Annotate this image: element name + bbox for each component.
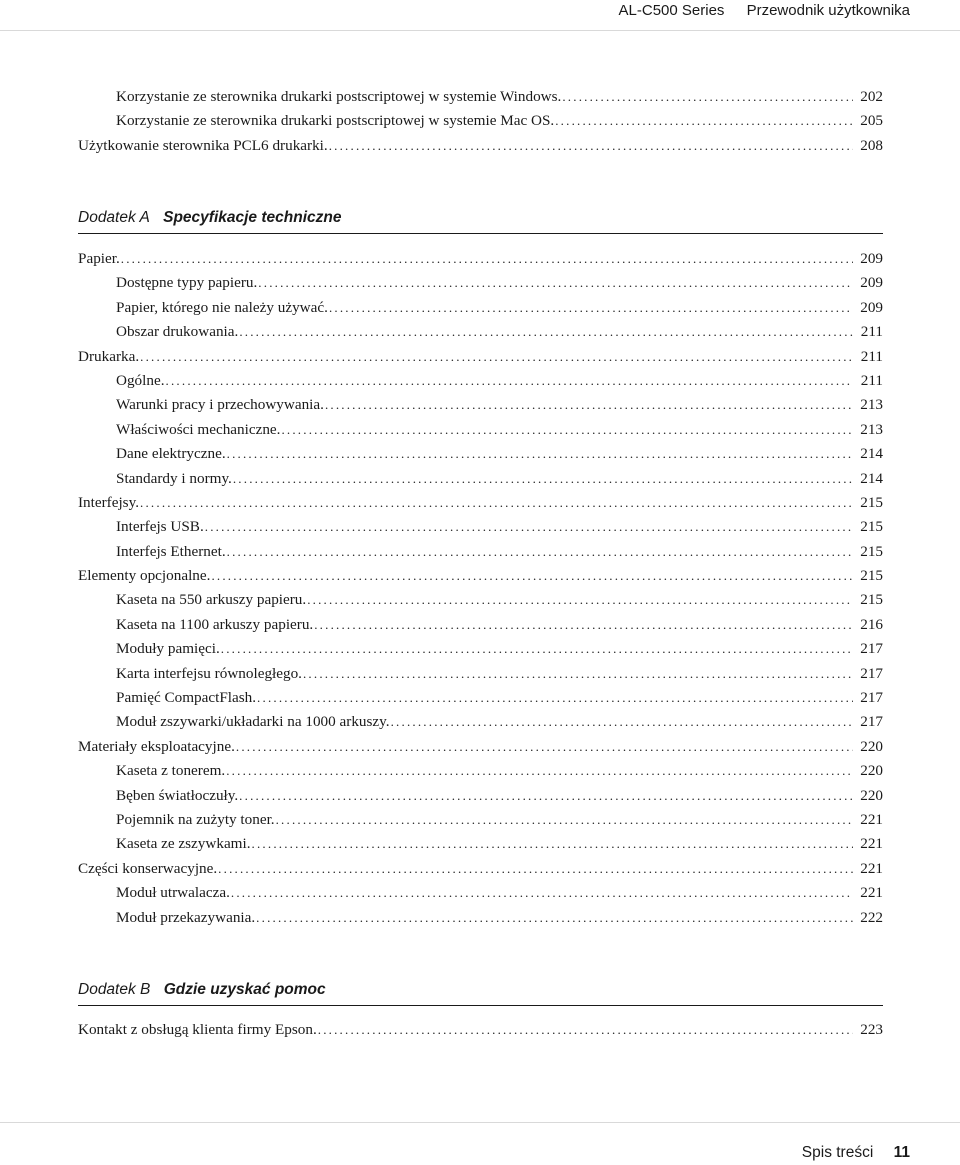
toc-entry-title: Korzystanie ze sterownika drukarki postscriptowej w systemie Mac OS.: [116, 112, 555, 130]
toc-entry-page: 215: [860, 591, 883, 609]
toc-entry-page: 217: [860, 640, 883, 658]
toc-entry-title: Moduł utrwalacza.: [116, 884, 230, 902]
toc-entry-title: Ogólne.: [116, 371, 165, 389]
section-heading-appendix-a: [78, 208, 883, 234]
toc-entry-title: Korzystanie ze sterownika drukarki postscriptowej w systemie Windows.: [116, 88, 562, 105]
dot-leader: [230, 881, 853, 905]
toc-entry[interactable]: [78, 271, 883, 295]
dot-leader: [220, 637, 853, 661]
dot-leader: [238, 784, 853, 808]
dot-leader: [217, 857, 853, 881]
toc-entry-page: 217: [860, 713, 883, 731]
toc-entry[interactable]: [78, 710, 883, 734]
page-footer: [802, 1143, 910, 1163]
toc-entry-title: Moduły pamięci.: [116, 640, 220, 658]
toc-entry[interactable]: [78, 247, 883, 271]
toc-list-top: [78, 85, 883, 158]
dot-leader: [390, 710, 853, 734]
section-title: Specyfikacje techniczne: [163, 209, 342, 226]
toc-entry[interactable]: [78, 735, 883, 759]
toc-entry-title: Drukarka.: [78, 347, 140, 365]
toc-entry[interactable]: [78, 491, 883, 515]
dot-leader: [280, 418, 853, 442]
section-label: Dodatek B: [78, 981, 151, 998]
dot-leader: [225, 759, 853, 783]
toc-entry-page: 221: [860, 859, 883, 877]
dot-leader: [328, 134, 853, 158]
toc-entry-title: Bęben światłoczuły.: [116, 786, 239, 804]
toc-entry[interactable]: [78, 515, 883, 539]
toc-entry[interactable]: [78, 296, 883, 320]
footer-section-label: Spis treści: [801, 1144, 874, 1161]
toc-entry-page: 214: [860, 469, 883, 487]
toc-entry[interactable]: [78, 109, 883, 133]
toc-entry-title: Materiały eksploatacyjne.: [78, 737, 235, 755]
toc-entry-page: 202: [860, 88, 883, 105]
dot-leader: [324, 393, 853, 417]
toc-entry[interactable]: [78, 442, 883, 466]
header-series: AL-C500 Series: [618, 2, 725, 19]
toc-entry-title: Kaseta na 1100 arkuszy papieru.: [116, 615, 314, 633]
dot-leader: [120, 247, 853, 271]
toc-entry[interactable]: [78, 134, 883, 158]
toc-entry-page: 215: [860, 518, 883, 536]
toc-entry[interactable]: [78, 662, 883, 686]
toc-entry-title: Standardy i normy.: [116, 469, 232, 487]
toc-entry[interactable]: [78, 857, 883, 881]
section-label: Dodatek A: [78, 209, 150, 226]
dot-leader: [306, 588, 853, 612]
dot-leader: [302, 662, 853, 686]
toc-list-appendix-a: [78, 247, 883, 930]
toc-entry-title: Kontakt z obsługą klienta firmy Epson.: [78, 1021, 317, 1038]
toc-entry[interactable]: [78, 467, 883, 491]
toc-entry[interactable]: [78, 832, 883, 856]
toc-entry[interactable]: [78, 613, 883, 637]
toc-entry-title: Interfejsy.: [78, 493, 140, 511]
toc-entry[interactable]: [78, 588, 883, 612]
toc-entry[interactable]: [78, 906, 883, 930]
toc-entry-page: 213: [860, 396, 883, 414]
toc-entry-page: 209: [860, 250, 883, 267]
toc-entry-title: Kaseta na 550 arkuszy papieru.: [116, 591, 307, 609]
toc-entry[interactable]: [78, 637, 883, 661]
toc-entry-title: Obszar drukowania.: [116, 323, 239, 341]
toc-entry-title: Pamięć CompactFlash.: [116, 689, 257, 707]
toc-entry-page: 220: [860, 737, 883, 755]
toc-entry-title: Pojemnik na zużyty toner.: [116, 810, 275, 828]
header-divider: [0, 30, 960, 31]
toc-entry-title: Warunki pracy i przechowywania.: [116, 396, 324, 414]
toc-entry-title: Części konserwacyjne.: [78, 859, 218, 877]
dot-leader: [235, 735, 853, 759]
toc-entry-title: Papier, którego nie należy używać.: [116, 298, 328, 316]
dot-leader: [313, 613, 853, 637]
dot-leader: [139, 491, 853, 515]
toc-entry-page: 217: [860, 689, 883, 707]
toc-entry[interactable]: [78, 320, 883, 344]
toc-entry[interactable]: [78, 369, 883, 393]
toc-entry-title: Moduł zszywarki/układarki na 1000 arkuszy.: [116, 713, 390, 731]
page-header: [619, 0, 910, 22]
toc-entry-page: 211: [860, 323, 883, 341]
toc-entry-page: 215: [860, 493, 883, 511]
toc-entry-title: Elementy opcjonalne.: [78, 567, 211, 585]
toc-entry-page: 215: [860, 542, 883, 560]
header-guide-title: Przewodnik użytkownika: [746, 2, 910, 19]
toc-entry-page: 223: [860, 1021, 883, 1038]
toc-entry-title: Dane elektryczne.: [116, 445, 226, 463]
dot-leader: [328, 296, 853, 320]
dot-leader: [251, 832, 853, 856]
toc-entry-page: 209: [860, 274, 883, 292]
dot-leader: [257, 271, 853, 295]
toc-entry-title: Papier.: [78, 250, 120, 267]
toc-entry-page: 215: [860, 567, 883, 585]
toc-entry-page: 220: [860, 762, 883, 780]
dot-leader: [554, 109, 853, 133]
toc-entry-page: 221: [860, 884, 883, 902]
toc-entry-title: Karta interfejsu równoległego.: [116, 664, 302, 682]
toc-entry-page: 205: [860, 112, 883, 130]
dot-leader: [561, 85, 853, 109]
toc-entry-page: 220: [860, 786, 883, 804]
dot-leader: [210, 564, 853, 588]
dot-leader: [317, 1018, 853, 1042]
toc-list-appendix-b: [78, 1018, 883, 1042]
toc-entry[interactable]: [78, 564, 883, 588]
dot-leader: [238, 320, 853, 344]
dot-leader: [165, 369, 853, 393]
dot-leader: [139, 345, 853, 369]
page-number: 11: [893, 1144, 910, 1161]
toc-entry-title: Interfejs Ethernet.: [116, 542, 226, 560]
toc-entry-page: 209: [860, 298, 883, 316]
dot-leader: [232, 467, 853, 491]
toc-entry-title: Użytkowanie sterownika PCL6 drukarki.: [78, 136, 328, 154]
toc-entry[interactable]: [78, 345, 883, 369]
toc-entry[interactable]: [78, 808, 883, 832]
toc-entry[interactable]: [78, 85, 883, 109]
dot-leader: [226, 442, 853, 466]
toc-entry[interactable]: [78, 1018, 883, 1042]
toc-entry-page: 208: [860, 136, 883, 154]
dot-leader: [275, 808, 853, 832]
dot-leader: [255, 906, 853, 930]
toc-entry-page: 221: [860, 810, 883, 828]
toc-entry-title: Właściwości mechaniczne.: [116, 420, 281, 438]
toc-entry[interactable]: [78, 881, 883, 905]
toc-entry-page: 217: [860, 664, 883, 682]
toc-entry-title: Moduł przekazywania.: [116, 908, 256, 926]
dot-leader: [226, 540, 853, 564]
toc-entry-page: 214: [860, 445, 883, 463]
toc-entry-page: 211: [860, 371, 883, 389]
toc-entry-page: 216: [860, 615, 883, 633]
toc-entry-title: Dostępne typy papieru.: [116, 274, 258, 292]
section-title: Gdzie uzyskać pomoc: [163, 981, 326, 998]
toc-entry[interactable]: [78, 784, 883, 808]
toc-entry[interactable]: [78, 418, 883, 442]
footer-divider: [0, 1122, 960, 1123]
toc-entry-title: Interfejs USB.: [116, 518, 204, 536]
dot-leader: [204, 515, 853, 539]
toc-entry[interactable]: [78, 686, 883, 710]
toc-entry[interactable]: [78, 393, 883, 417]
toc-entry[interactable]: [78, 759, 883, 783]
toc-entry-title: Kaseta z tonerem.: [116, 762, 226, 780]
toc-entry-page: 213: [860, 420, 883, 438]
dot-leader: [256, 686, 853, 710]
toc-entry-page: 222: [860, 908, 883, 926]
section-heading-appendix-b: [78, 980, 883, 1006]
toc-entry-title: Kaseta ze zszywkami.: [116, 835, 251, 853]
toc-entry-page: 221: [860, 835, 883, 853]
toc-entry-page: 211: [860, 347, 883, 365]
toc-entry[interactable]: [78, 540, 883, 564]
